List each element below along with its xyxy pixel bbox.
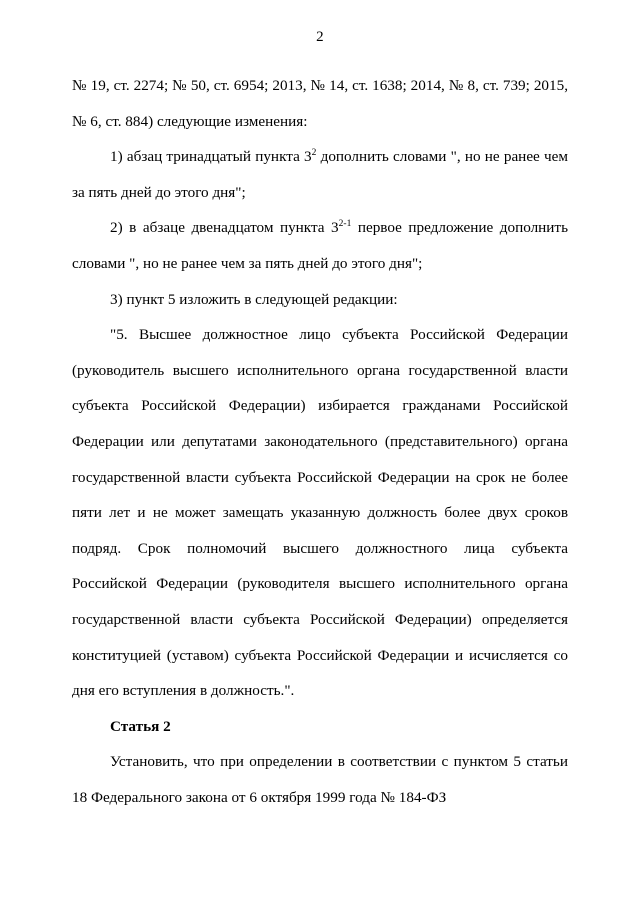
paragraph-item-3: 3) пункт 5 изложить в следующей редакции:	[110, 290, 398, 308]
paragraph-item-2-text-after: первое предложение дополнить словами ", но не ранее чем за пять дней до этого дня";	[72, 219, 568, 272]
paragraph-item-2-text-before: 2) в абзаце двенадцатом пункта 3	[110, 219, 339, 237]
paragraph-citations: № 19, ст. 2274; № 50, ст. 6954; 2013, № 14, ст. 1638; 2014, № 8, ст. 739; 2015, № 6, ст. 884) следующие изменения:	[72, 77, 568, 130]
paragraph-item-2	[72, 210, 568, 281]
article-heading: Статья 2	[110, 717, 171, 735]
paragraph-item-1-text-after: дополнить словами ", но не ранее чем за пять дней до этого дня";	[72, 148, 569, 201]
paragraph-quoted-clause-5: "5. Высшее должностное лицо субъекта Российской Федерации (руководитель высшего исполнительного органа государственной власти субъекта Российской Федерации) избирается гражданами Российской Федерации или депутатами законодательного (представительного) органа государственной власти субъекта Российской Федерации на срок не более пяти лет и не может замещать указанную должность более двух сроков подряд. Срок полномочий высшего должностного лица субъекта Российской Федерации (руководителя высшего исполнительного органа государственной власти субъекта Российской Федерации) определяется конституцией (уставом) субъекта Российской Федерации и исчисляется со дня его вступления в должность.".	[72, 326, 568, 700]
paragraph-article-2-body: Установить, что при определении в соответствии с пунктом 5 статьи 18 Федерального закона от 6 октября 1999 года № 184-ФЗ	[72, 753, 568, 806]
paragraph-item-1-superscript: 2	[311, 148, 317, 159]
paragraph-item-1	[72, 139, 568, 210]
paragraph-item-1-text-before: 1) абзац тринадцатый пункта 3	[110, 148, 312, 166]
page-number: 2	[316, 29, 324, 45]
paragraph-item-2-superscript: 2-1	[338, 219, 352, 230]
